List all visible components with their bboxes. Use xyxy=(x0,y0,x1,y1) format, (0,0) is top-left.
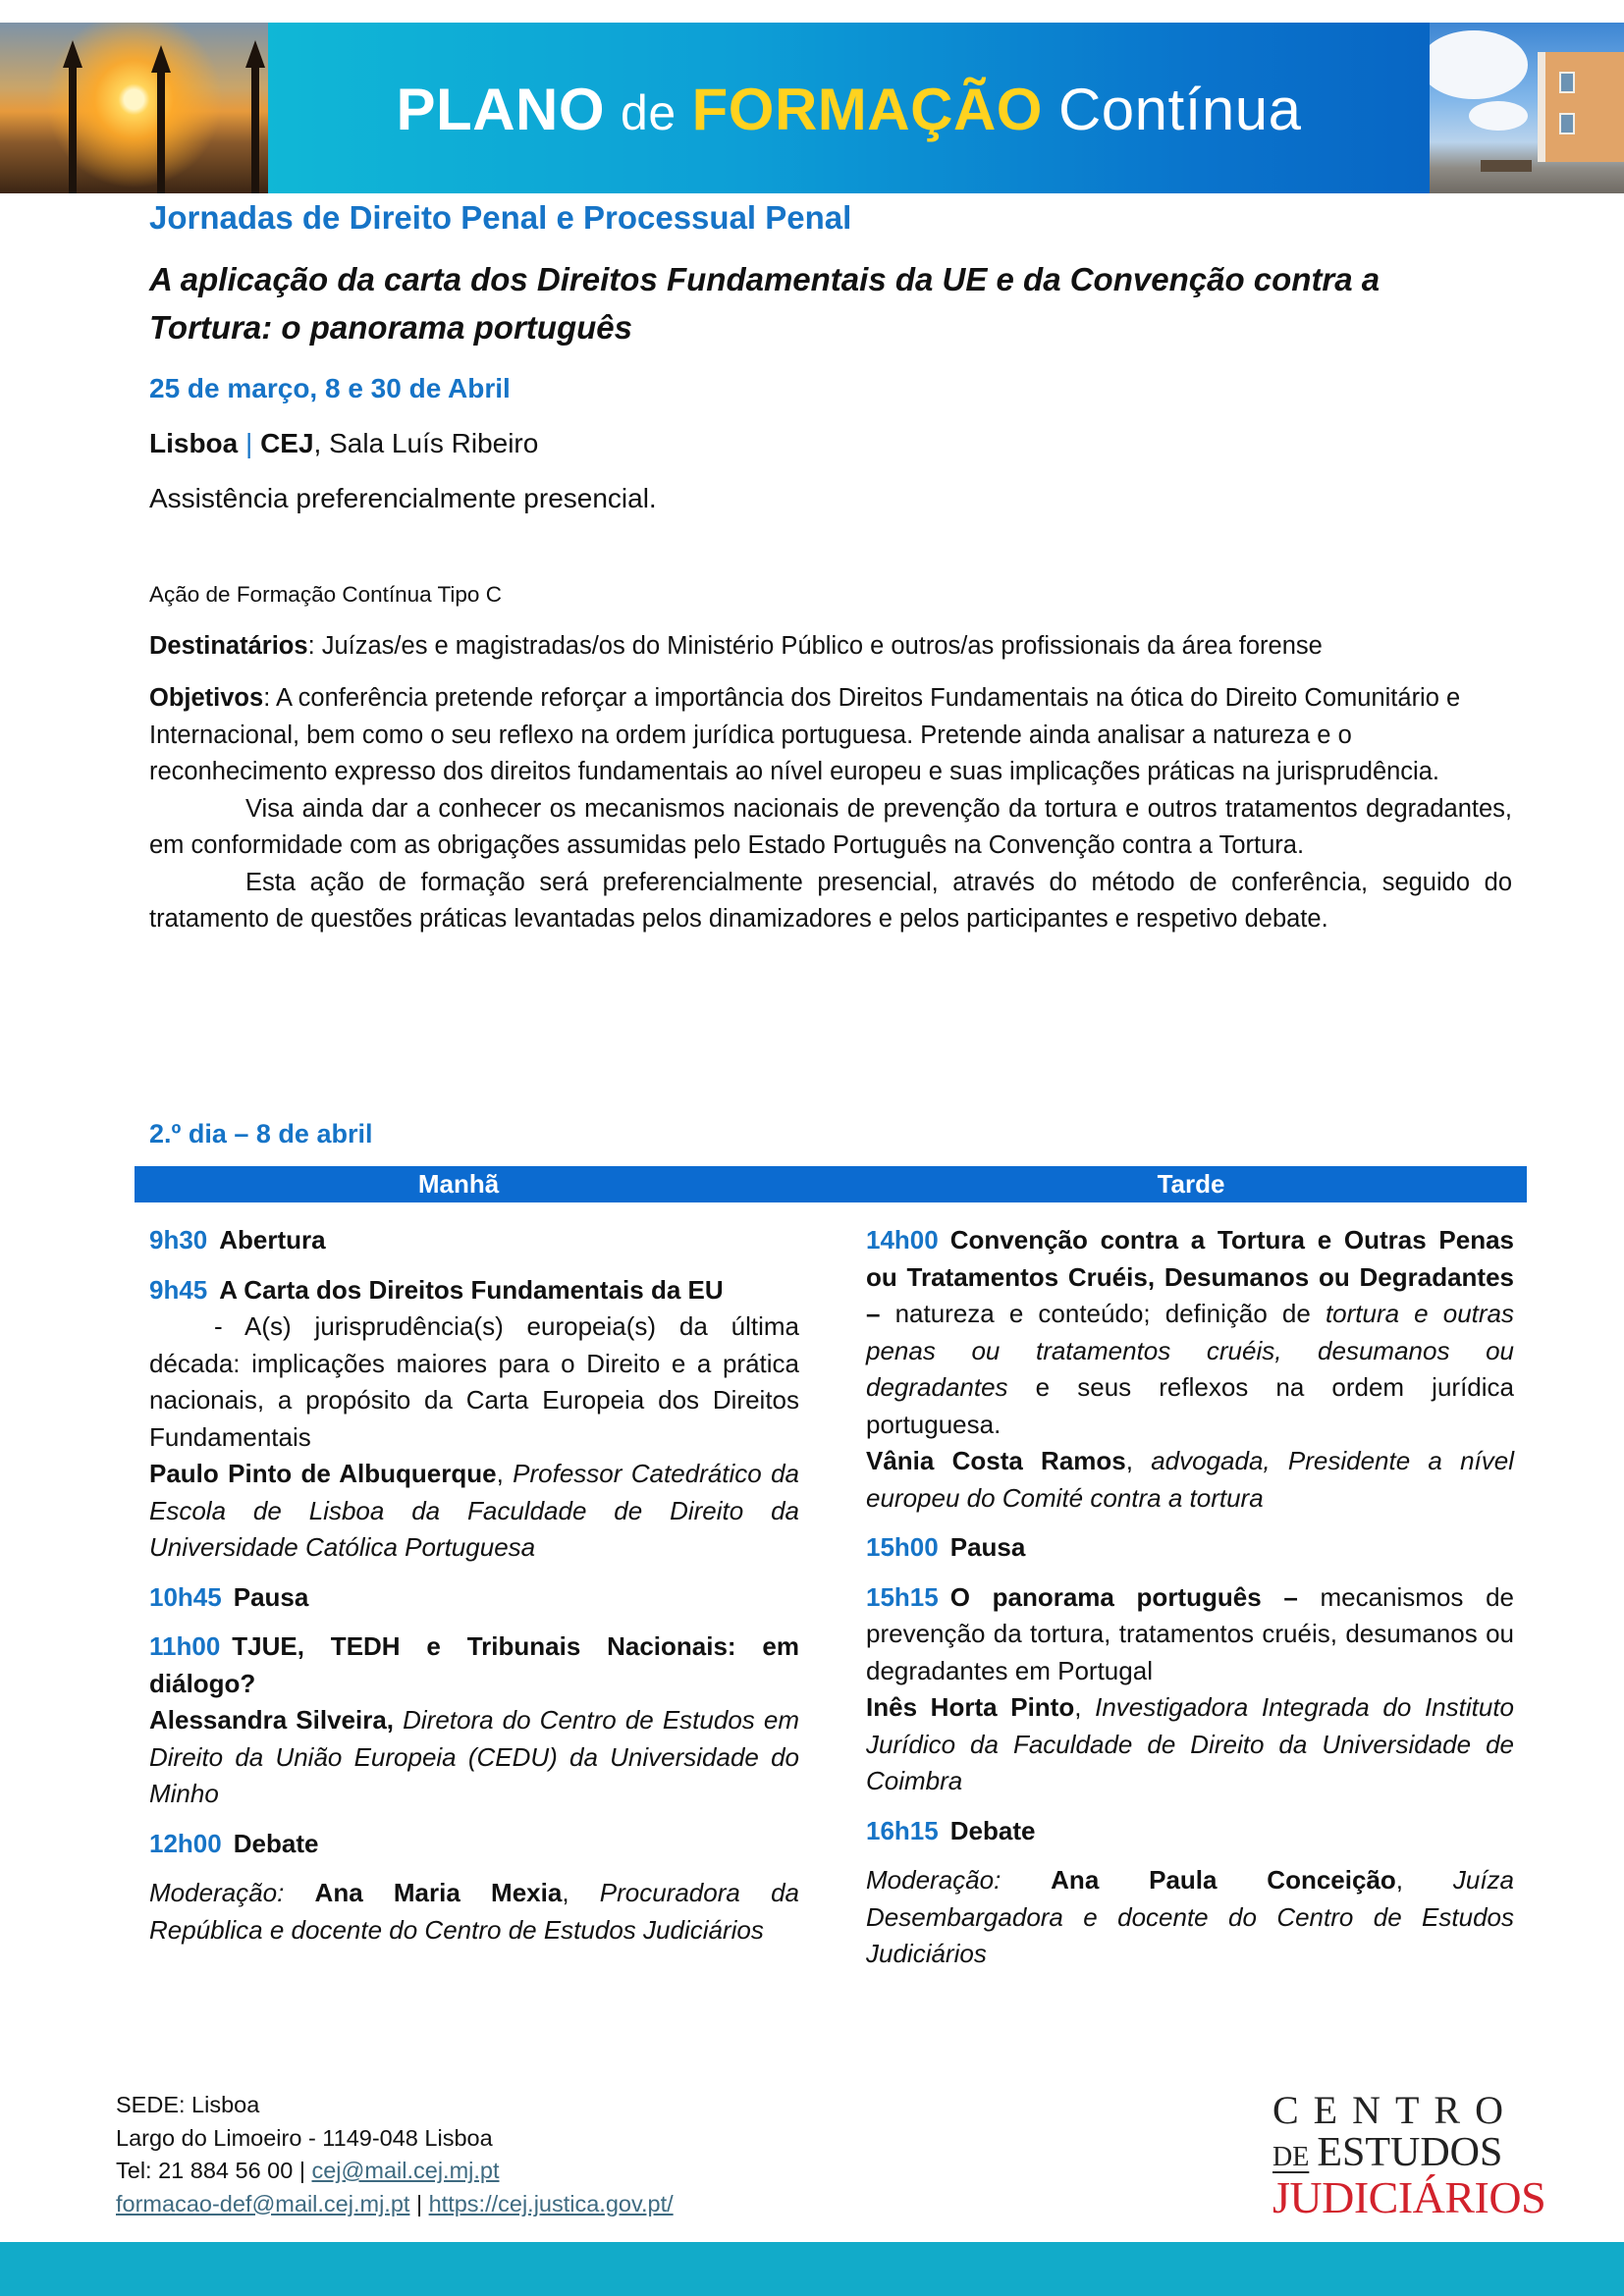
item-time: 10h45 xyxy=(149,1581,222,1612)
logo-line-estudos xyxy=(1272,2132,1538,2173)
course-series: Jornadas de Direito Penal e Processual Penal xyxy=(149,199,852,236)
speaker-affiliation: Diretora do Centro de Estudos em Direito da União Europeia (CEDU) da Universidade do Minho xyxy=(149,1705,799,1808)
item-time: 11h00 xyxy=(149,1631,221,1661)
header-banner xyxy=(0,23,1624,193)
building-photo xyxy=(1430,23,1624,193)
logo-de: DE xyxy=(1272,2142,1310,2172)
action-type: Ação de Formação Contínua Tipo C xyxy=(149,582,502,607)
item-speaker: Paulo Pinto de Albuquerque, Professor Catedrático da Escola de Lisboa da Faculdade de Direito da Universidade Católica Portuguesa xyxy=(149,1459,800,1562)
speaker-name: Vânia Costa Ramos xyxy=(866,1446,1126,1475)
schedule-header xyxy=(135,1166,1527,1202)
item-time: 14h00 xyxy=(866,1225,939,1255)
bench xyxy=(1481,160,1532,172)
attendance-note: Assistência preferencialmente presencial. xyxy=(149,483,657,513)
schedule-item xyxy=(149,1222,799,1259)
item-title: Convenção contra a Tortura e Outras Penas ou Tratamentos Cruéis, Desumanos ou Degradantes – xyxy=(866,1225,1514,1328)
item-description: natureza e conteúdo; definição de xyxy=(894,1299,1311,1328)
item-title: Pausa xyxy=(233,1581,309,1612)
item-speaker: Vânia Costa Ramos, advogada, Presidente a nível europeu do Comité contra a tortura xyxy=(866,1446,1514,1513)
moderation: Moderação: Ana Paula Conceição, Juíza Desembargadora e docente do Centro de Estudos Judiciários xyxy=(866,1865,1515,1968)
railing-spike xyxy=(157,71,165,193)
speaker-affiliation: Investigadora Integrada do Instituto Jurídico da Faculdade de Direito da Universidade de Coimbra xyxy=(866,1692,1515,1795)
item-speaker xyxy=(149,1702,799,1813)
speaker-affiliation: Professor Catedrático da Escola de Lisboa da Faculdade de Direito da Universidade Católica Portuguesa xyxy=(149,1459,800,1562)
moderator-name: Ana Maria Mexia xyxy=(314,1878,563,1907)
speaker-name: Paulo Pinto de Albuquerque xyxy=(149,1459,497,1488)
speaker-name: Inês Horta Pinto xyxy=(866,1692,1075,1722)
footer-seat: SEDE: Lisboa xyxy=(116,2092,260,2117)
railing-spike xyxy=(69,66,77,193)
speaker-affiliation: advogada, Presidente a nível europeu do Comité contra a tortura xyxy=(866,1446,1514,1513)
schedule-item xyxy=(866,1222,1514,1517)
item-title: Abertura xyxy=(219,1225,326,1255)
morning-header: Manhã xyxy=(417,1169,500,1199)
item-time: 15h00 xyxy=(866,1532,939,1562)
target-audience xyxy=(149,628,1524,664)
banner-title-formacao: FORMAÇÃO xyxy=(691,76,1043,142)
objectives xyxy=(149,680,1512,938)
banner-title-area xyxy=(268,23,1430,193)
banner-title-de: de xyxy=(621,84,677,140)
schedule-item xyxy=(149,1272,799,1567)
location-separator: | xyxy=(245,428,253,458)
objectives-label: Objetivos xyxy=(149,684,264,712)
footer-bar xyxy=(0,2242,1624,2296)
schedule-item xyxy=(149,1629,799,1813)
logo-estudos: ESTUDOS xyxy=(1317,2130,1503,2175)
moderator-name: Ana Paula Conceição xyxy=(1051,1865,1396,1895)
moderation-label: Moderação: xyxy=(866,1865,1001,1895)
logo-line-centro: CENTRO xyxy=(1272,2088,1518,2132)
objectives-paragraph-3: Esta ação de formação será preferencialmente presencial, através do método de conferência, seguido do tratamento de questões práticas levantadas pelos dinamizadores e pelos participantes e respetivo debate. xyxy=(149,868,1512,933)
footer-separator: | xyxy=(409,2190,429,2216)
footer-contact-line xyxy=(116,2155,674,2188)
moderation: Moderação: Ana Maria Mexia, Procuradora da República e docente do Centro de Estudos Judiciários xyxy=(149,1878,799,1945)
day-heading: 2.º dia – 8 de abril xyxy=(149,1119,373,1148)
logo-line-judiciarios: JUDICIÁRIOS xyxy=(1272,2172,1546,2222)
item-title: Debate xyxy=(233,1828,319,1858)
footer-street: Largo do Limoeiro - 1149-048 Lisboa xyxy=(116,2124,493,2151)
schedule-item xyxy=(149,1579,799,1617)
cloud xyxy=(1430,30,1528,99)
location-city: Lisboa xyxy=(149,428,239,458)
item-time: 9h45 xyxy=(149,1274,208,1305)
target-label: Destinatários xyxy=(149,632,308,660)
banner-title-plano: PLANO xyxy=(396,76,606,142)
afternoon-header: Tarde xyxy=(1157,1169,1225,1199)
location-org: CEJ xyxy=(260,428,314,458)
schedule-item xyxy=(149,1826,799,1863)
item-time: 12h00 xyxy=(149,1828,222,1858)
item-subtitle: - A(s) jurisprudência(s) europeia(s) da última década: implicações maiores para o Direito e a prática nacionais, a propósito da Carta Europeia dos Direitos Fundamentais xyxy=(149,1311,799,1452)
sunset-photo xyxy=(0,23,268,193)
moderator-affiliation: Juíza Desembargadora e docente do Centro de Estudos Judiciários xyxy=(866,1865,1515,1968)
email-link-formacao[interactable]: formacao-def@mail.cej.mj.pt xyxy=(116,2190,410,2216)
footer-tel: Tel: 21 884 56 00 | xyxy=(116,2158,312,2183)
railing-spike xyxy=(251,66,259,193)
item-title: A Carta dos Direitos Fundamentais da EU xyxy=(219,1274,724,1305)
course-intro xyxy=(149,194,1514,518)
target-text: : Juízas/es e magistradas/os do Ministério Público e outros/as profissionais da área forense xyxy=(307,632,1323,660)
banner-title-continua: Contínua xyxy=(1057,76,1302,142)
footer-address xyxy=(116,2089,674,2220)
speaker-name: Alessandra Silveira, xyxy=(149,1705,395,1735)
moderator-affiliation: Procuradora da República e docente do Centro de Estudos Judiciários xyxy=(149,1878,799,1945)
location-room: , Sala Luís Ribeiro xyxy=(313,428,539,458)
item-description: e seus reflexos na ordem jurídica portuguesa. xyxy=(866,1372,1515,1439)
item-title: TJUE, TEDH e Tribunais Nacionais: em diálogo? xyxy=(149,1631,799,1698)
footer-links-line xyxy=(116,2188,674,2221)
item-title: O panorama português – xyxy=(949,1581,1298,1612)
cej-logo xyxy=(1272,2088,1546,2222)
window xyxy=(1559,72,1575,93)
email-link-cej[interactable]: cej@mail.cej.mj.pt xyxy=(311,2158,500,2183)
schedule-item xyxy=(866,1813,1514,1850)
objectives-paragraph-1 xyxy=(149,680,1512,791)
item-time: 15h15 xyxy=(866,1581,939,1612)
item-time: 16h15 xyxy=(866,1815,939,1845)
objectives-paragraph-2: Visa ainda dar a conhecer os mecanismos nacionais de prevenção da tortura e outros tratamentos degradantes, em conformidade com as obrigações assumidas pelo Estado Português na Convenção contra a Tortura. xyxy=(149,794,1512,859)
building xyxy=(1545,52,1624,162)
item-description-italic: tortura e outras penas ou tratamentos cruéis, desumanos ou degradantes xyxy=(866,1299,1514,1402)
cloud xyxy=(1469,101,1528,131)
afternoon-column xyxy=(866,1222,1514,1986)
course-dates: 25 de março, 8 e 30 de Abril xyxy=(149,373,511,403)
website-link[interactable]: https://cej.justica.gov.pt/ xyxy=(428,2190,674,2216)
schedule-item xyxy=(866,1529,1514,1567)
item-title: Pausa xyxy=(949,1532,1026,1562)
item-time: 9h30 xyxy=(149,1225,208,1255)
banner-title xyxy=(397,74,1302,143)
item-description: mecanismos de prevenção da tortura, tratamentos cruéis, desumanos ou degradantes em Portugal xyxy=(866,1581,1514,1685)
window xyxy=(1559,113,1575,134)
objectives-text-1: : A conferência pretende reforçar a importância dos Direitos Fundamentais na ótica do Direito Comunitário e Internacional, bem como o seu reflexo na ordem jurídica portuguesa. Pretende ainda analisar a natureza e o reconhecimento expresso dos direitos fundamentais ao nível europeu e suas implicações práticas na jurisprudência. xyxy=(149,684,1461,785)
course-title: A aplicação da carta dos Direitos Fundamentais da UE e da Convenção contra a Tortura: o panorama português xyxy=(149,261,1380,346)
moderation-label: Moderação: xyxy=(149,1878,285,1907)
item-speaker: Inês Horta Pinto, Investigadora Integrada do Instituto Jurídico da Faculdade de Direito da Universidade de Coimbra xyxy=(866,1692,1515,1795)
course-location xyxy=(149,424,1514,463)
item-title: Debate xyxy=(949,1815,1036,1845)
schedule-item xyxy=(866,1579,1514,1800)
morning-column xyxy=(149,1222,799,1961)
